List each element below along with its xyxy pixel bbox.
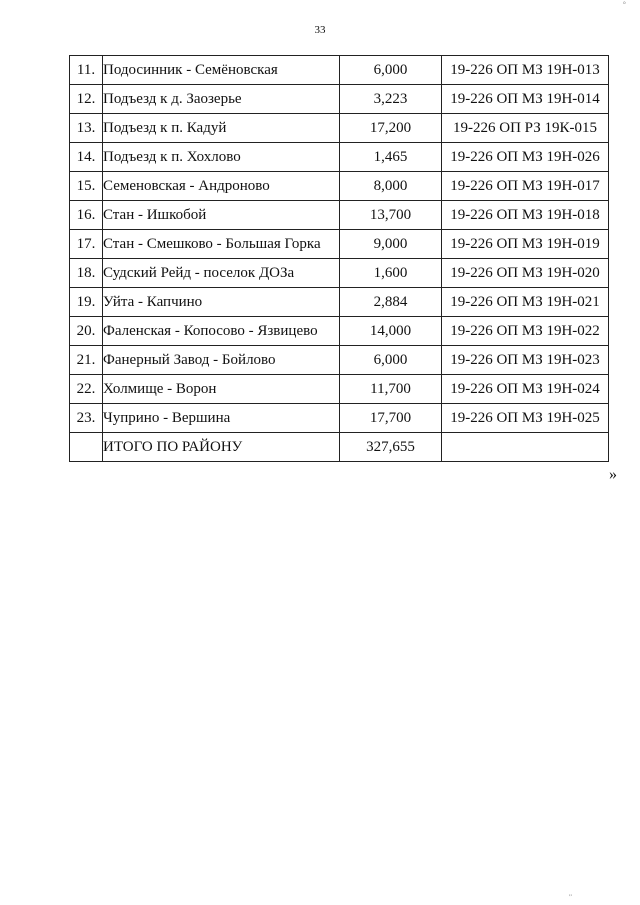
total-code-cell [442,433,609,462]
road-length: 17,200 [340,114,442,143]
road-length: 3,223 [340,85,442,114]
road-code: 19-226 ОП МЗ 19Н-026 [442,143,609,172]
road-length: 1,465 [340,143,442,172]
table-row [70,114,609,143]
road-name: Холмище - Ворон [103,375,340,404]
row-number: 22. [70,375,103,404]
road-length: 9,000 [340,230,442,259]
table-row [70,201,609,230]
road-code: 19-226 ОП РЗ 19К-015 [442,114,609,143]
road-length: 14,000 [340,317,442,346]
table-row [70,375,609,404]
total-length: 327,655 [340,433,442,462]
road-name: Стан - Смешково - Большая Горка [103,230,340,259]
table-row [70,230,609,259]
row-number: 11. [70,56,103,85]
road-length: 17,700 [340,404,442,433]
road-name: Стан - Ишкобой [103,201,340,230]
row-number: 23. [70,404,103,433]
road-length: 8,000 [340,172,442,201]
road-code: 19-226 ОП МЗ 19Н-025 [442,404,609,433]
row-number: 19. [70,288,103,317]
road-name: Фанерный Завод - Бойлово [103,346,340,375]
table-row [70,259,609,288]
road-code: 19-226 ОП МЗ 19Н-018 [442,201,609,230]
scan-mark-bottom: ,, [569,891,572,897]
table-row [70,346,609,375]
road-code: 19-226 ОП МЗ 19Н-021 [442,288,609,317]
road-name: Чуприно - Вершина [103,404,340,433]
table-row [70,317,609,346]
road-name: Подосинник - Семёновская [103,56,340,85]
road-code: 19-226 ОП МЗ 19Н-013 [442,56,609,85]
closing-quote: » [609,466,617,483]
road-code: 19-226 ОП МЗ 19Н-023 [442,346,609,375]
road-length: 2,884 [340,288,442,317]
road-length: 11,700 [340,375,442,404]
road-name: Судский Рейд - поселок ДОЗа [103,259,340,288]
row-number: 20. [70,317,103,346]
roads-table [69,55,609,462]
road-code: 19-226 ОП МЗ 19Н-024 [442,375,609,404]
row-number: 21. [70,346,103,375]
road-length: 6,000 [340,56,442,85]
road-name: Подъезд к п. Хохлово [103,143,340,172]
road-code: 19-226 ОП МЗ 19Н-019 [442,230,609,259]
table-row [70,85,609,114]
road-name: Уйта - Капчино [103,288,340,317]
road-code: 19-226 ОП МЗ 19Н-020 [442,259,609,288]
table-row [70,143,609,172]
road-name: Подъезд к д. Заозерье [103,85,340,114]
roads-table-body [70,56,609,462]
row-number: 14. [70,143,103,172]
total-label: ИТОГО ПО РАЙОНУ [103,433,340,462]
total-number-cell [70,433,103,462]
page-number: 33 [314,24,326,36]
table-row [70,172,609,201]
road-name: Семеновская - Андроново [103,172,340,201]
row-number: 13. [70,114,103,143]
road-length: 13,700 [340,201,442,230]
row-number: 17. [70,230,103,259]
row-number: 15. [70,172,103,201]
table-row [70,288,609,317]
road-name: Фаленская - Копосово - Язвицево [103,317,340,346]
scan-mark: ° [622,0,626,9]
table-row [70,404,609,433]
total-row [70,433,609,462]
road-code: 19-226 ОП МЗ 19Н-022 [442,317,609,346]
road-code: 19-226 ОП МЗ 19Н-014 [442,85,609,114]
road-length: 6,000 [340,346,442,375]
table-row [70,56,609,85]
road-code: 19-226 ОП МЗ 19Н-017 [442,172,609,201]
row-number: 12. [70,85,103,114]
road-name: Подъезд к п. Кадуй [103,114,340,143]
row-number: 18. [70,259,103,288]
road-length: 1,600 [340,259,442,288]
row-number: 16. [70,201,103,230]
